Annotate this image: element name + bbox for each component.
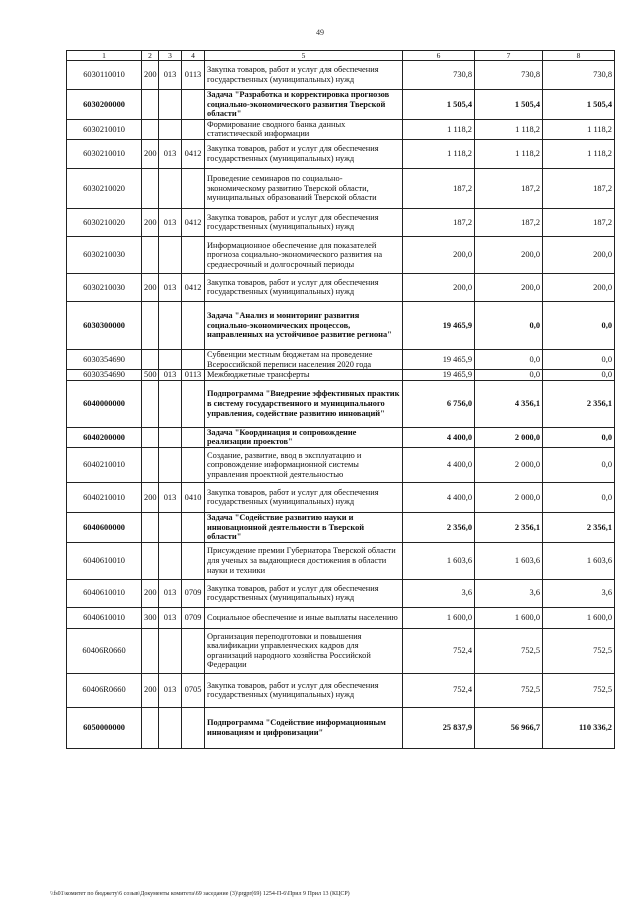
value-2020-cell: 19 465,9 bbox=[403, 349, 475, 369]
header-cell: 4 bbox=[182, 51, 205, 61]
value-2022-cell: 187,2 bbox=[543, 168, 615, 208]
value-2020-cell: 1 600,0 bbox=[403, 607, 475, 628]
value-2021-cell: 1 600,0 bbox=[475, 607, 543, 628]
table-row bbox=[67, 628, 615, 673]
value-2021-cell: 2 356,1 bbox=[475, 512, 543, 542]
subsection-cell: 0705 bbox=[182, 673, 205, 707]
name-cell: Задача "Анализ и мониторинг развития социально-экономических процессов, направленных на устойчивое развитие регионa" bbox=[205, 301, 403, 349]
value-2021-cell: 1 118,2 bbox=[475, 139, 543, 168]
code-cell: 60406R0660 bbox=[67, 673, 142, 707]
page-number: 49 bbox=[316, 28, 324, 37]
subsection-cell bbox=[182, 90, 205, 120]
section-cell: 500 bbox=[142, 370, 159, 381]
value-2020-cell: 3,6 bbox=[403, 579, 475, 607]
value-2022-cell: 730,8 bbox=[543, 61, 615, 90]
value-2022-cell: 0,0 bbox=[543, 370, 615, 381]
subsection-cell: 0113 bbox=[182, 61, 205, 90]
value-2021-cell: 752,5 bbox=[475, 673, 543, 707]
header-cell: 3 bbox=[159, 51, 182, 61]
section-cell bbox=[142, 628, 159, 673]
name-cell: Создание, развитие, ввод в эксплуатацию и сопровождение информационной системы управления проектной деятельностью bbox=[205, 447, 403, 482]
code-cell: 6040610010 bbox=[67, 607, 142, 628]
header-cell: 5 bbox=[205, 51, 403, 61]
name-cell: Подпрограмма "Внедрение эффективных практик в систему государственного и муниципального управления, содействие развитию инноваций" bbox=[205, 380, 403, 427]
value-2020-cell: 187,2 bbox=[403, 168, 475, 208]
value-2022-cell: 1 600,0 bbox=[543, 607, 615, 628]
name-cell: Социальное обеспечение и иные выплаты населению bbox=[205, 607, 403, 628]
section-cell bbox=[142, 707, 159, 748]
department-cell bbox=[159, 628, 182, 673]
code-cell: 6040600000 bbox=[67, 512, 142, 542]
subsection-cell: 0412 bbox=[182, 208, 205, 236]
value-2022-cell: 1 118,2 bbox=[543, 119, 615, 139]
department-cell: 013 bbox=[159, 579, 182, 607]
value-2020-cell: 1 118,2 bbox=[403, 139, 475, 168]
value-2021-cell: 752,5 bbox=[475, 628, 543, 673]
value-2022-cell: 0,0 bbox=[543, 349, 615, 369]
section-cell bbox=[142, 542, 159, 579]
name-cell: Закупка товаров, работ и услуг для обеспечения государственных (муниципальных) нужд bbox=[205, 273, 403, 301]
value-2021-cell: 0,0 bbox=[475, 301, 543, 349]
value-2022-cell: 752,5 bbox=[543, 628, 615, 673]
value-2020-cell: 25 837,9 bbox=[403, 707, 475, 748]
table-row bbox=[67, 380, 615, 427]
table-row bbox=[67, 301, 615, 349]
department-cell: 013 bbox=[159, 482, 182, 512]
code-cell: 6030210030 bbox=[67, 236, 142, 273]
subsection-cell bbox=[182, 301, 205, 349]
value-2020-cell: 1 603,6 bbox=[403, 542, 475, 579]
value-2022-cell: 752,5 bbox=[543, 673, 615, 707]
department-cell: 013 bbox=[159, 61, 182, 90]
subsection-cell bbox=[182, 380, 205, 427]
value-2021-cell: 0,0 bbox=[475, 349, 543, 369]
section-cell bbox=[142, 349, 159, 369]
budget-table bbox=[66, 50, 615, 749]
value-2022-cell: 0,0 bbox=[543, 427, 615, 447]
name-cell: Межбюджетные трансферты bbox=[205, 370, 403, 381]
value-2021-cell: 1 603,6 bbox=[475, 542, 543, 579]
table-row bbox=[67, 208, 615, 236]
code-cell: 6040210010 bbox=[67, 482, 142, 512]
value-2020-cell: 6 756,0 bbox=[403, 380, 475, 427]
section-cell: 200 bbox=[142, 482, 159, 512]
table-row bbox=[67, 673, 615, 707]
value-2022-cell: 110 336,2 bbox=[543, 707, 615, 748]
value-2021-cell: 2 000,0 bbox=[475, 482, 543, 512]
subsection-cell bbox=[182, 119, 205, 139]
subsection-cell: 0412 bbox=[182, 273, 205, 301]
code-cell: 6040610010 bbox=[67, 542, 142, 579]
subsection-cell bbox=[182, 628, 205, 673]
name-cell: Закупка товаров, работ и услуг для обеспечения государственных (муниципальных) нужд bbox=[205, 61, 403, 90]
code-cell: 6040000000 bbox=[67, 380, 142, 427]
name-cell: Закупка товаров, работ и услуг для обеспечения государственных (муниципальных) нужд bbox=[205, 208, 403, 236]
name-cell: Задача "Содействие развитию науки и инновационной деятельности в Тверской области" bbox=[205, 512, 403, 542]
code-cell: 6030210020 bbox=[67, 208, 142, 236]
value-2020-cell: 2 356,0 bbox=[403, 512, 475, 542]
name-cell: Задача "Координация и сопровождение реализации проектов" bbox=[205, 427, 403, 447]
code-cell: 6050000000 bbox=[67, 707, 142, 748]
value-2022-cell: 0,0 bbox=[543, 301, 615, 349]
table-row bbox=[67, 90, 615, 120]
value-2022-cell: 0,0 bbox=[543, 482, 615, 512]
table-row bbox=[67, 349, 615, 369]
section-cell bbox=[142, 236, 159, 273]
table-row bbox=[67, 427, 615, 447]
value-2021-cell: 4 356,1 bbox=[475, 380, 543, 427]
subsection-cell bbox=[182, 236, 205, 273]
header-cell: 2 bbox=[142, 51, 159, 61]
department-cell bbox=[159, 427, 182, 447]
subsection-cell: 0410 bbox=[182, 482, 205, 512]
table-row bbox=[67, 139, 615, 168]
value-2020-cell: 752,4 bbox=[403, 673, 475, 707]
value-2021-cell: 730,8 bbox=[475, 61, 543, 90]
department-cell bbox=[159, 168, 182, 208]
department-cell: 013 bbox=[159, 139, 182, 168]
section-cell bbox=[142, 90, 159, 120]
table-row bbox=[67, 579, 615, 607]
table-row bbox=[67, 273, 615, 301]
table-row bbox=[67, 61, 615, 90]
table-header-row bbox=[67, 51, 615, 61]
value-2022-cell: 0,0 bbox=[543, 447, 615, 482]
code-cell: 6030210010 bbox=[67, 119, 142, 139]
department-cell: 013 bbox=[159, 370, 182, 381]
value-2021-cell: 200,0 bbox=[475, 236, 543, 273]
section-cell bbox=[142, 168, 159, 208]
name-cell: Подпрограмма "Содействие информационным инновациям и цифровизации" bbox=[205, 707, 403, 748]
value-2021-cell: 200,0 bbox=[475, 273, 543, 301]
footer-file-path: \\fs01\комитет по бюджету\6 созыв\Документы комитета\69 заседание (3)\prgpr(69) 1254-П-6\Прил 9 Прил 13 (КЦСР) bbox=[50, 891, 350, 897]
code-cell: 6030210030 bbox=[67, 273, 142, 301]
table-row bbox=[67, 542, 615, 579]
value-2020-cell: 19 465,9 bbox=[403, 301, 475, 349]
subsection-cell bbox=[182, 707, 205, 748]
section-cell: 300 bbox=[142, 607, 159, 628]
code-cell: 6040210010 bbox=[67, 447, 142, 482]
subsection-cell: 0709 bbox=[182, 579, 205, 607]
name-cell: Формирование сводного банка данных статистической информации bbox=[205, 119, 403, 139]
table-row bbox=[67, 370, 615, 381]
value-2020-cell: 1 505,4 bbox=[403, 90, 475, 120]
value-2021-cell: 3,6 bbox=[475, 579, 543, 607]
value-2020-cell: 730,8 bbox=[403, 61, 475, 90]
value-2021-cell: 2 000,0 bbox=[475, 447, 543, 482]
table-row bbox=[67, 607, 615, 628]
table-row bbox=[67, 512, 615, 542]
value-2021-cell: 187,2 bbox=[475, 168, 543, 208]
name-cell: Проведение семинаров по социально-экономическому развитию Тверской области, муниципальных образований Тверской области bbox=[205, 168, 403, 208]
value-2020-cell: 187,2 bbox=[403, 208, 475, 236]
section-cell: 200 bbox=[142, 579, 159, 607]
subsection-cell: 0113 bbox=[182, 370, 205, 381]
value-2020-cell: 200,0 bbox=[403, 236, 475, 273]
value-2021-cell: 1 118,2 bbox=[475, 119, 543, 139]
value-2020-cell: 1 118,2 bbox=[403, 119, 475, 139]
section-cell: 200 bbox=[142, 208, 159, 236]
code-cell: 6030210020 bbox=[67, 168, 142, 208]
name-cell: Задача "Разработка и корректировка прогнозов социально-экономического развития Тверской области" bbox=[205, 90, 403, 120]
code-cell: 6030110010 bbox=[67, 61, 142, 90]
value-2020-cell: 4 400,0 bbox=[403, 447, 475, 482]
code-cell: 6030300000 bbox=[67, 301, 142, 349]
department-cell bbox=[159, 542, 182, 579]
name-cell: Закупка товаров, работ и услуг для обеспечения государственных (муниципальных) нужд bbox=[205, 673, 403, 707]
section-cell: 200 bbox=[142, 61, 159, 90]
name-cell: Организация переподготовки и повышения квалификации управленческих кадров для организаций народного хозяйства Российской Федерации bbox=[205, 628, 403, 673]
department-cell: 013 bbox=[159, 673, 182, 707]
section-cell bbox=[142, 380, 159, 427]
subsection-cell bbox=[182, 349, 205, 369]
department-cell: 013 bbox=[159, 607, 182, 628]
name-cell: Присуждение премии Губернатора Тверской области для ученых за выдающиеся достижения в области науки и техники bbox=[205, 542, 403, 579]
table-row bbox=[67, 447, 615, 482]
subsection-cell bbox=[182, 542, 205, 579]
section-cell: 200 bbox=[142, 273, 159, 301]
department-cell bbox=[159, 119, 182, 139]
code-cell: 6030210010 bbox=[67, 139, 142, 168]
value-2022-cell: 2 356,1 bbox=[543, 512, 615, 542]
code-cell: 6030200000 bbox=[67, 90, 142, 120]
value-2022-cell: 187,2 bbox=[543, 208, 615, 236]
department-cell bbox=[159, 90, 182, 120]
department-cell bbox=[159, 236, 182, 273]
section-cell bbox=[142, 301, 159, 349]
code-cell: 6030354690 bbox=[67, 349, 142, 369]
section-cell bbox=[142, 427, 159, 447]
subsection-cell: 0412 bbox=[182, 139, 205, 168]
section-cell bbox=[142, 447, 159, 482]
value-2022-cell: 3,6 bbox=[543, 579, 615, 607]
value-2021-cell: 1 505,4 bbox=[475, 90, 543, 120]
value-2020-cell: 19 465,9 bbox=[403, 370, 475, 381]
header-cell: 7 bbox=[475, 51, 543, 61]
department-cell bbox=[159, 512, 182, 542]
name-cell: Закупка товаров, работ и услуг для обеспечения государственных (муниципальных) нужд bbox=[205, 482, 403, 512]
subsection-cell bbox=[182, 168, 205, 208]
code-cell: 6040200000 bbox=[67, 427, 142, 447]
section-cell bbox=[142, 119, 159, 139]
value-2022-cell: 2 356,1 bbox=[543, 380, 615, 427]
value-2020-cell: 4 400,0 bbox=[403, 427, 475, 447]
table-row bbox=[67, 119, 615, 139]
department-cell bbox=[159, 447, 182, 482]
department-cell bbox=[159, 349, 182, 369]
table-row bbox=[67, 707, 615, 748]
header-cell: 6 bbox=[403, 51, 475, 61]
code-cell: 6040610010 bbox=[67, 579, 142, 607]
department-cell: 013 bbox=[159, 208, 182, 236]
value-2022-cell: 200,0 bbox=[543, 273, 615, 301]
subsection-cell bbox=[182, 512, 205, 542]
subsection-cell bbox=[182, 427, 205, 447]
section-cell: 200 bbox=[142, 139, 159, 168]
subsection-cell bbox=[182, 447, 205, 482]
name-cell: Информационное обеспечение для показателей прогноза социально-экономического развития на среднесрочный и долгосрочный периоды bbox=[205, 236, 403, 273]
value-2022-cell: 1 118,2 bbox=[543, 139, 615, 168]
name-cell: Закупка товаров, работ и услуг для обеспечения государственных (муниципальных) нужд bbox=[205, 139, 403, 168]
value-2022-cell: 1 603,6 bbox=[543, 542, 615, 579]
section-cell bbox=[142, 512, 159, 542]
table-row bbox=[67, 236, 615, 273]
value-2021-cell: 187,2 bbox=[475, 208, 543, 236]
section-cell: 200 bbox=[142, 673, 159, 707]
value-2020-cell: 200,0 bbox=[403, 273, 475, 301]
value-2022-cell: 200,0 bbox=[543, 236, 615, 273]
name-cell: Субвенции местным бюджетам на проведение Всероссийской переписи населения 2020 года bbox=[205, 349, 403, 369]
subsection-cell: 0709 bbox=[182, 607, 205, 628]
department-cell: 013 bbox=[159, 273, 182, 301]
header-cell: 8 bbox=[543, 51, 615, 61]
value-2021-cell: 0,0 bbox=[475, 370, 543, 381]
code-cell: 6030354690 bbox=[67, 370, 142, 381]
department-cell bbox=[159, 380, 182, 427]
table-row bbox=[67, 482, 615, 512]
code-cell: 60406R0660 bbox=[67, 628, 142, 673]
department-cell bbox=[159, 301, 182, 349]
table-row bbox=[67, 168, 615, 208]
header-cell: 1 bbox=[67, 51, 142, 61]
value-2021-cell: 2 000,0 bbox=[475, 427, 543, 447]
name-cell: Закупка товаров, работ и услуг для обеспечения государственных (муниципальных) нужд bbox=[205, 579, 403, 607]
department-cell bbox=[159, 707, 182, 748]
value-2021-cell: 56 966,7 bbox=[475, 707, 543, 748]
value-2022-cell: 1 505,4 bbox=[543, 90, 615, 120]
value-2020-cell: 752,4 bbox=[403, 628, 475, 673]
value-2020-cell: 4 400,0 bbox=[403, 482, 475, 512]
